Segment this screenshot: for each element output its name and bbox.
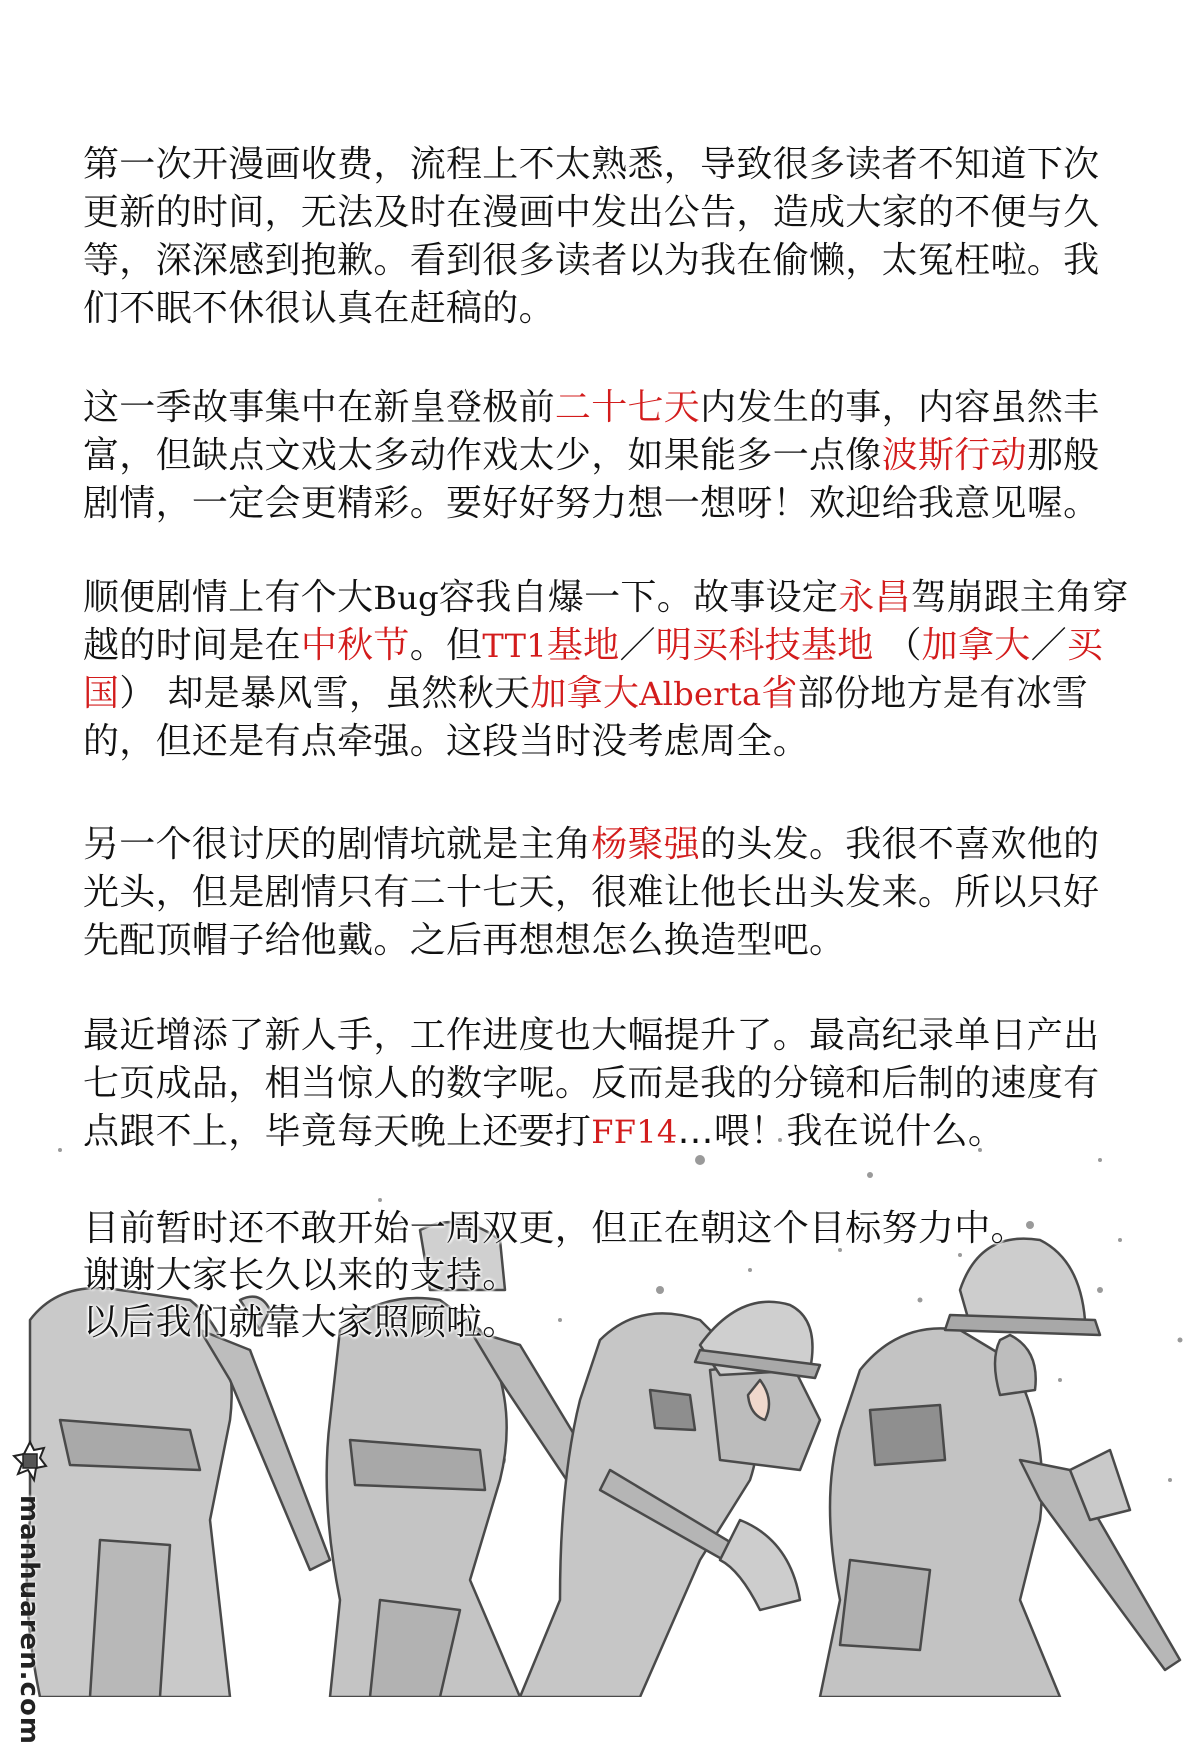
highlighted-term: 国 — [83, 673, 120, 714]
highlighted-term: TT1 — [482, 627, 547, 665]
text-segment: 内发生的事，内容虽然丰 — [700, 387, 1100, 428]
highlighted-term: Alberta — [639, 675, 762, 713]
text-line — [83, 384, 1099, 432]
text-line — [83, 1060, 1099, 1108]
text-segment: Bug — [373, 579, 439, 617]
text-segment: 富，但缺点文戏太多动作戏太少，如果能多一点像 — [83, 435, 882, 476]
text-segment: …喂！我在说什么。 — [677, 1111, 1005, 1152]
highlighted-term: 波斯行动 — [881, 435, 1027, 476]
watermark — [10, 1440, 50, 1745]
text-line — [83, 189, 1099, 237]
highlighted-term: 永昌 — [838, 577, 911, 618]
highlighted-term: 买 — [1066, 625, 1104, 666]
text-segment: 另一个很讨厌的剧情坑就是主角 — [83, 824, 592, 865]
highlighted-term: FF14 — [591, 1113, 678, 1151]
text-segment: 剧情，一定会更精彩。要好好努力想一想呀！欢迎给我意见喔。 — [83, 483, 1100, 524]
text-segment: 顺便剧情上有个大 — [83, 577, 374, 618]
text-segment: ） 却是暴风雪，虽然秋天 — [119, 673, 531, 714]
highlighted-term: 明买科技基地 — [655, 625, 874, 666]
text-segment: ／ — [1030, 625, 1067, 666]
text-line — [83, 1252, 519, 1300]
text-segment: 等，深深感到抱歉。看到很多读者以为我在偷懒，太冤枉啦。我 — [83, 240, 1100, 281]
text-segment: 目前暂时还不敢开始一周双更，但正在朝这个目标努力中。 — [83, 1208, 1027, 1249]
text-segment: 容我自爆一下。故事设定 — [438, 577, 839, 618]
text-segment: 更新的时间，无法及时在漫画中发出公告，造成大家的不便与久 — [83, 192, 1100, 233]
text-segment: 谢谢大家长久以来的支持。 — [83, 1255, 519, 1296]
text-segment: 第一次开漫画收费，流程上不太熟悉，导致很多读者不知道下次 — [83, 144, 1100, 185]
text-line — [83, 285, 555, 333]
highlighted-term: 加拿大 — [921, 625, 1031, 666]
text-segment: 驾崩跟主角穿 — [910, 577, 1129, 618]
text-line — [83, 1012, 1099, 1060]
highlighted-term: 基地 — [546, 625, 620, 666]
text-line — [83, 432, 1099, 480]
text-line — [83, 670, 1088, 718]
text-segment: 先配顶帽子给他戴。之后再想想怎么换造型吧。 — [83, 920, 846, 961]
text-segment: ／ — [619, 625, 656, 666]
text-line — [83, 622, 1103, 670]
text-line — [83, 917, 845, 965]
highlighted-term: 二十七天 — [554, 387, 701, 428]
soldier-4 — [820, 1239, 1180, 1697]
highlighted-term: 杨聚强 — [591, 824, 701, 865]
manhuaren-logo-icon — [12, 1440, 48, 1486]
text-line — [83, 141, 1099, 189]
soldier-1 — [27, 1288, 330, 1697]
text-segment: 那般 — [1026, 435, 1100, 476]
text-line — [83, 237, 1099, 285]
text-line — [83, 1299, 519, 1347]
highlighted-term: 省 — [761, 673, 798, 714]
text-line — [83, 1205, 1027, 1253]
watermark-text: manhuaren.com — [14, 1495, 44, 1745]
text-segment: （ — [873, 625, 922, 666]
text-segment: 们不眠不休很认真在赶稿的。 — [83, 288, 555, 329]
text-line — [83, 1108, 1004, 1156]
text-segment: 。但 — [409, 625, 483, 666]
text-line — [83, 869, 1099, 917]
highlighted-term: 加拿大 — [530, 673, 640, 714]
text-segment: 以后我们就靠大家照顾啦。 — [83, 1302, 519, 1343]
text-segment: 点跟不上，毕竟每天晚上还要打 — [83, 1111, 592, 1152]
text-segment: 光头，但是剧情只有二十七天，很难让他长出头发来。所以只好 — [83, 872, 1100, 913]
text-segment: 越的时间是在 — [83, 625, 301, 666]
text-segment: 的，但还是有点牵强。这段当时没考虑周全。 — [83, 721, 810, 762]
text-line — [83, 821, 1099, 869]
highlighted-term: 中秋节 — [300, 625, 410, 666]
text-line — [83, 480, 1099, 528]
text-line — [83, 718, 809, 766]
text-segment: 最近增添了新人手，工作进度也大幅提升了。最高纪录单日产出 — [83, 1015, 1100, 1056]
text-segment: 这一季故事集中在新皇登极前 — [83, 387, 555, 428]
text-segment: 七页成品，相当惊人的数字呢。反而是我的分镜和后制的速度有 — [83, 1063, 1100, 1104]
text-line — [83, 574, 1129, 622]
text-segment: 的头发。我很不喜欢他的 — [700, 824, 1100, 865]
soldier-3 — [520, 1302, 820, 1697]
text-segment: 部份地方是有冰雪 — [797, 673, 1089, 714]
